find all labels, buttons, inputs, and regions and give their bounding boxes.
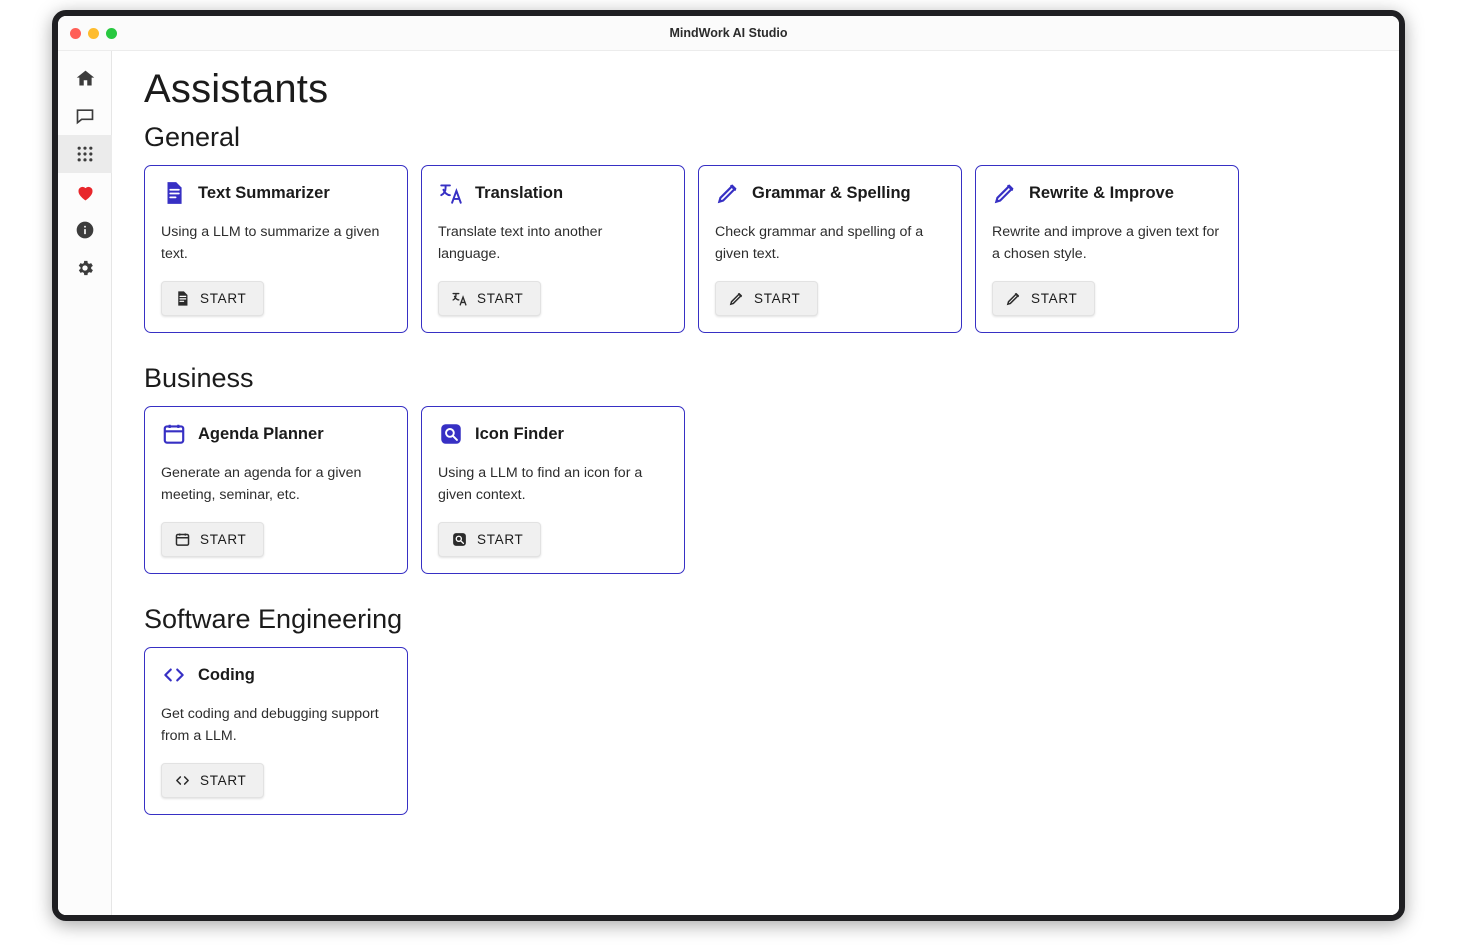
main-content [112,51,1399,916]
sidebar-item-settings[interactable] [58,249,112,287]
translate-icon [438,180,464,206]
document-text-icon [174,290,191,307]
start-button[interactable] [715,281,818,316]
card-description: Check grammar and spelling of a given text. [715,224,924,262]
card-row-business [144,406,1371,574]
card-description: Using a LLM to find an icon for a given context. [438,465,643,503]
card-header [715,180,945,206]
card-description: Translate text into another language. [438,224,603,262]
start-button-label: START [200,291,247,307]
start-button-label: START [754,291,801,307]
card-description: Rewrite and improve a given text for a chosen style. [992,224,1220,262]
sidebar-item-supporters[interactable] [58,173,112,211]
chat-bubble-icon [75,106,95,126]
assistant-card-translation[interactable] [421,165,685,333]
code-brackets-icon [161,662,187,688]
card-title: Translation [475,183,564,202]
card-header [438,421,668,447]
section-title-business: Business [144,363,254,394]
pencil-icon [728,290,745,307]
image-search-icon [451,531,468,548]
info-icon [75,220,95,240]
home-icon [75,68,96,89]
card-description: Using a LLM to summarize a given text. [161,224,380,262]
card-title: Grammar & Spelling [752,183,911,202]
document-text-icon [161,180,187,206]
card-title: Text Summarizer [198,183,330,202]
code-brackets-icon [174,772,191,789]
assistant-card-icon-finder[interactable] [421,406,685,574]
card-header [161,421,391,447]
sidebar-item-about[interactable] [58,211,112,249]
heart-icon [75,182,96,203]
start-button[interactable] [161,281,264,316]
start-button[interactable] [161,763,264,798]
section-title-software-engineering: Software Engineering [144,604,403,635]
start-button-label: START [1031,291,1078,307]
card-row-general [144,165,1371,333]
assistant-card-grammar-spelling[interactable] [698,165,962,333]
section-title-general: General [144,122,241,152]
start-button-label: START [477,291,524,307]
start-button-label: START [200,773,247,789]
card-row-software-engineering [144,647,1371,815]
gear-icon [75,258,95,278]
sidebar-item-assistants[interactable] [58,135,112,173]
start-button-label: START [200,532,247,548]
calendar-icon [161,421,187,447]
assistant-card-agenda-planner[interactable] [144,406,408,574]
window-body [58,51,1399,916]
assistant-card-text-summarizer[interactable] [144,165,408,333]
page-title: Assistants [144,67,329,111]
image-search-icon [438,421,464,447]
sidebar-item-home[interactable] [58,59,112,97]
card-header [161,180,391,206]
start-button-label: START [477,532,524,548]
calendar-icon [174,531,191,548]
window-title: MindWork AI Studio [669,26,788,40]
sidebar-item-chat[interactable] [58,97,112,135]
pencil-icon [715,180,741,206]
assistant-card-rewrite-improve[interactable] [975,165,1239,333]
card-header [161,662,391,688]
card-title: Agenda Planner [198,424,324,443]
card-description: Generate an agenda for a given meeting, seminar, etc. [161,465,362,503]
app-window [52,10,1405,921]
start-button[interactable] [992,281,1095,316]
card-header [992,180,1222,206]
pencil-icon [992,180,1018,206]
start-button[interactable] [438,281,541,316]
card-description: Get coding and debugging support from a LLM. [161,706,379,744]
pencil-icon [1005,290,1022,307]
start-button[interactable] [161,522,264,557]
sidebar [58,51,112,916]
window-titlebar [58,16,1399,51]
card-title: Icon Finder [475,424,564,443]
apps-grid-icon [75,144,95,164]
translate-icon [451,290,468,307]
assistant-card-coding[interactable] [144,647,408,815]
start-button[interactable] [438,522,541,557]
card-header [438,180,668,206]
card-title: Rewrite & Improve [1029,183,1174,202]
card-title: Coding [198,665,255,684]
